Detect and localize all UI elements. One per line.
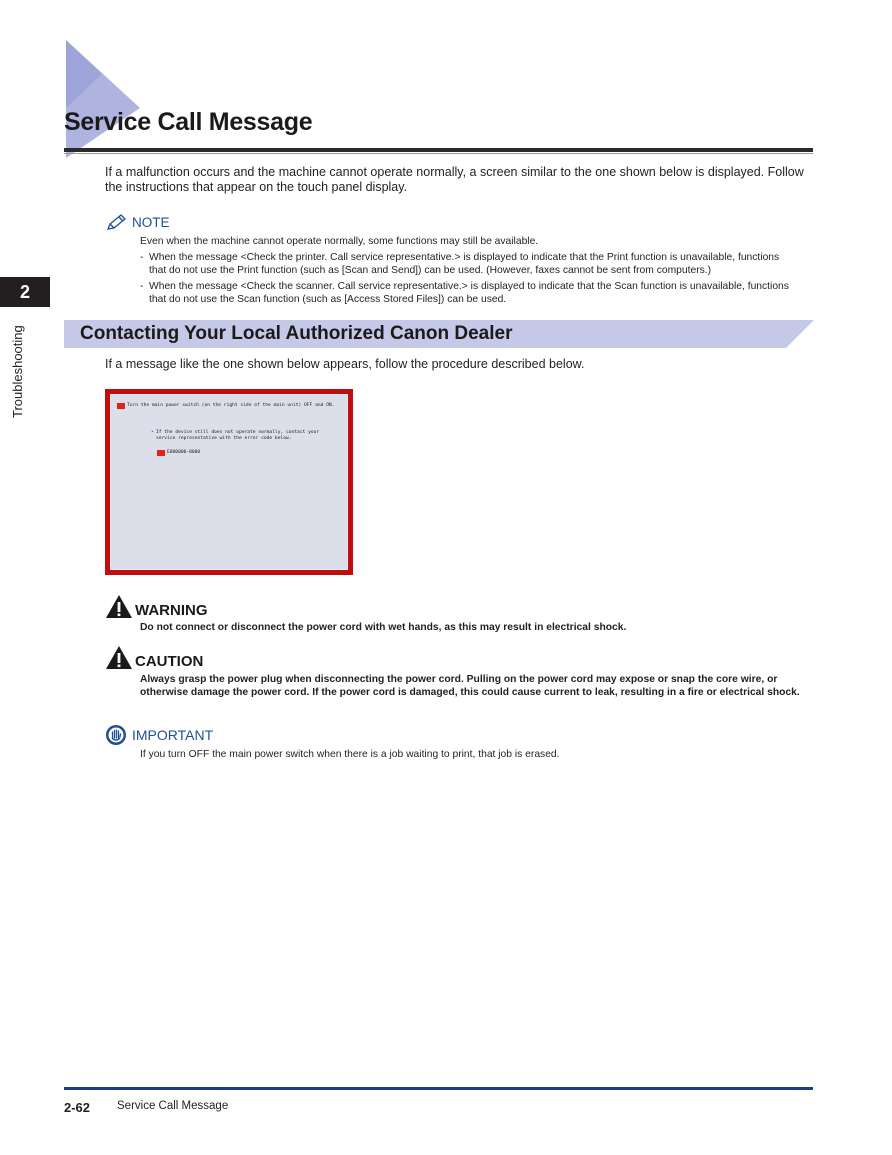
error-code: E000000-0000 [167,450,201,455]
footer-page-number: 2-62 [64,1100,91,1115]
hand-icon [105,724,127,746]
warning-heading: WARNING [135,602,208,619]
warning-header [105,594,208,619]
bullet-dot: • [151,430,154,435]
touch-panel-screen [110,394,348,570]
note-text: Even when the machine cannot operate normally, some functions may still be available. [140,236,539,247]
caution-text: Always grasp the power plug when disconnecting the power cord. Pulling on the power cord may expose or snap the core wire, or otherwise damage the power cord. If the power cord is damaged, this could cause current to leak, resulting in a fire or electrical shock. [140,674,800,698]
touch-panel-screenshot [105,389,353,575]
warning-text: Do not connect or disconnect the power cord with wet hands, as this may result in electrical shock. [140,622,627,633]
note-bullet-line: that do not use the Scan function (such as [Access Stored Files]) can be used. [149,294,507,305]
screen-contact-line: If the device still does not operate normally, contact your [156,430,320,435]
note-bullet-line: When the message <Check the printer. Call service representative.> is displayed to indicate that the Print function is unavailable, functions [149,252,780,263]
note-header [105,213,170,231]
warning-icon [105,594,133,619]
error-icon [157,450,165,456]
section-title: Contacting Your Local Authorized Canon Dealer [80,323,513,344]
note-heading: NOTE [132,214,170,230]
footer-title: Service Call Message [117,1100,229,1112]
important-header [105,724,213,746]
bullet-dash: - [140,252,144,263]
screen-message: Turn the main power switch (on the right side of the main unit) OFF and ON. [127,403,335,408]
chapter-tab: 2 [0,277,50,307]
caution-heading: CAUTION [135,653,204,670]
section-intro: If a message like the one shown below appears, follow the procedure described below. [105,357,585,371]
footer-rule [64,1087,813,1090]
title-rule-thin [64,153,813,154]
note-bullet-line: When the message <Check the scanner. Call service representative.> is displayed to indicate that the Scan function is unavailable, functions [149,281,789,292]
caution-header [105,645,203,670]
pencil-icon [105,213,127,231]
note-bullet [140,251,810,277]
intro-paragraph: If a malfunction occurs and the machine cannot operate normally, a screen similar to the one shown below is displayed. Follow the instructions that appear on the touch panel display. [105,165,804,194]
corner-triangle-decoration [62,38,142,162]
note-bullet-line: that do not use the Print function (such as [Scan and Send]) can be used. (However, faxes cannot be sent from computers.) [149,265,712,276]
note-bullet [140,280,810,306]
note-body [140,235,810,306]
page-title: Service Call Message [64,108,313,136]
chapter-label: Troubleshooting [10,325,25,418]
error-icon [117,403,125,409]
bullet-dash: - [140,281,144,292]
important-text: If you turn OFF the main power switch when there is a job waiting to print, that job is erased. [140,749,560,760]
important-heading: IMPORTANT [132,727,214,743]
screen-contact-line: service representative with the error code below. [156,436,292,441]
title-rule [64,148,813,152]
caution-icon [105,645,133,670]
